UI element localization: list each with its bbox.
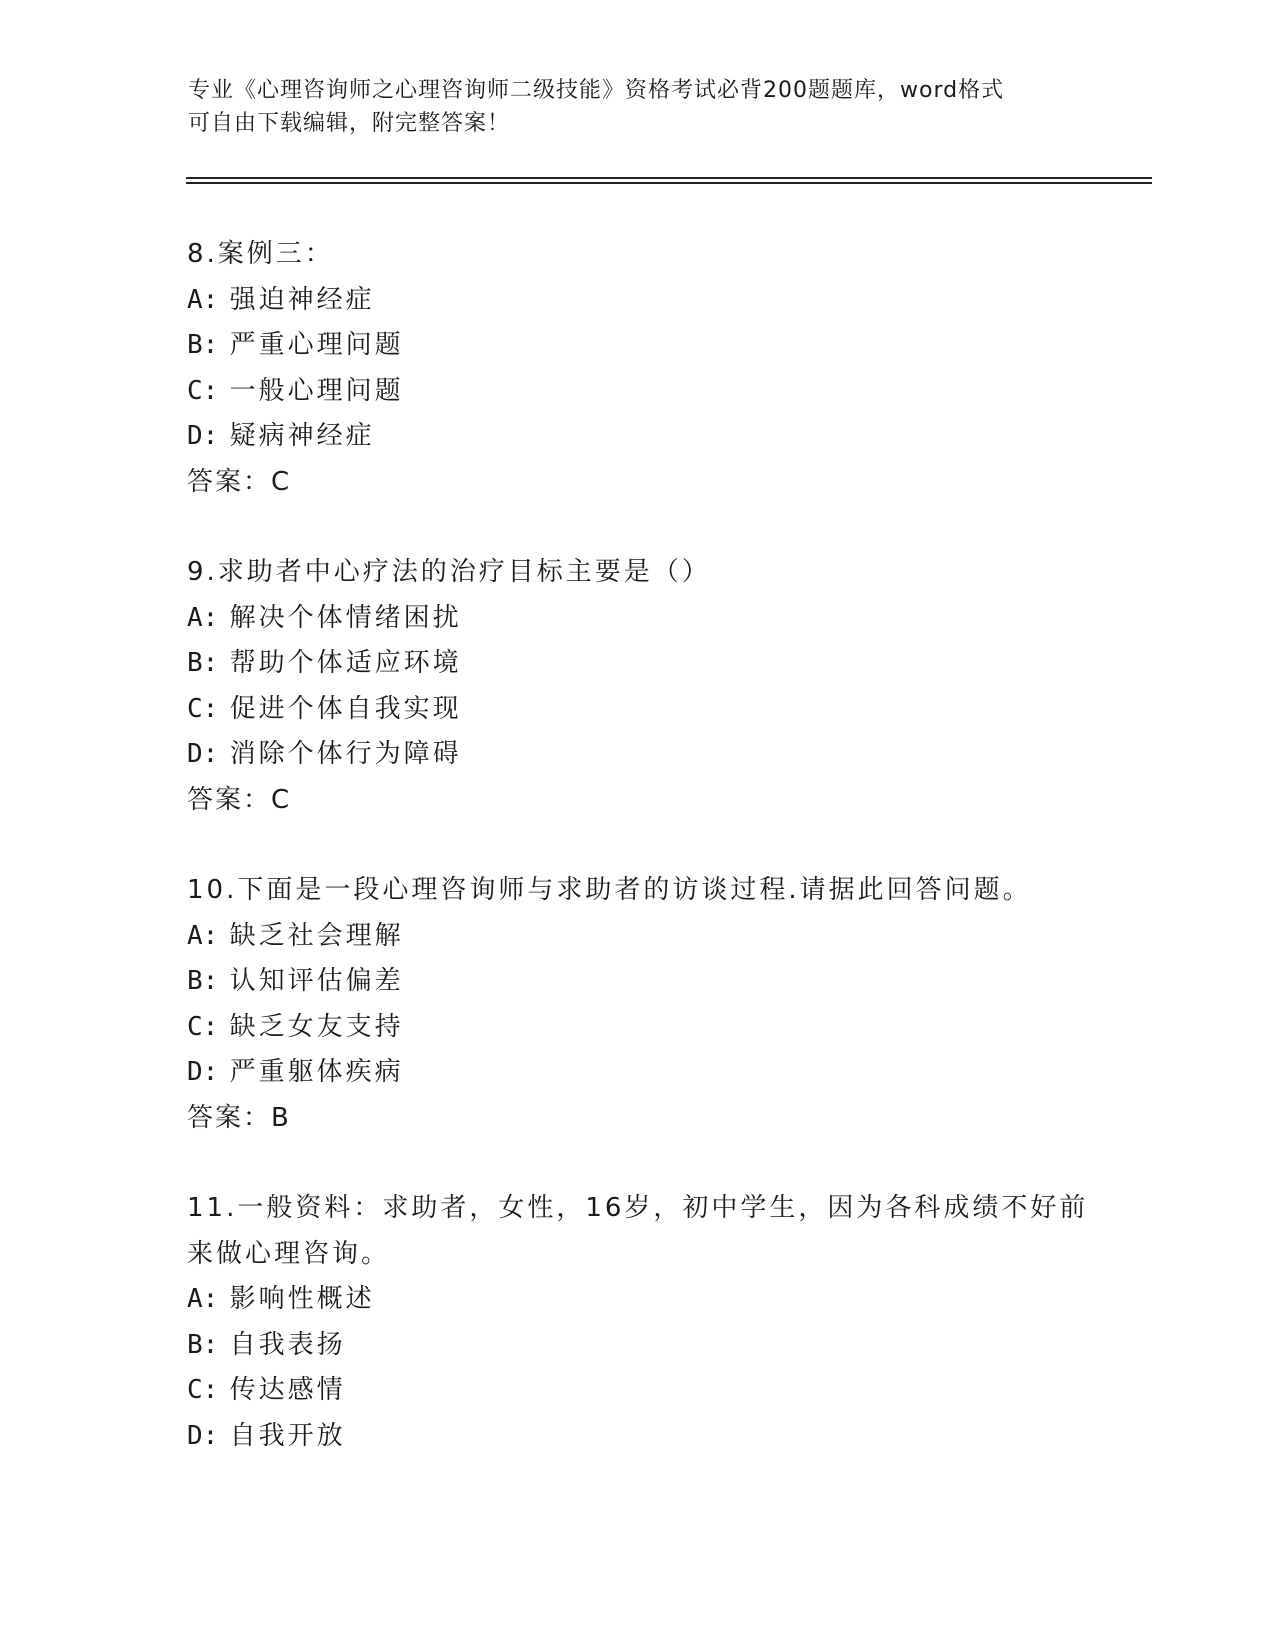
option-label: D: xyxy=(187,1057,219,1087)
question-9 xyxy=(187,550,1127,823)
question-stem-continued: 来做心理咨询。 xyxy=(187,1238,391,1269)
option-text: 自我表扬 xyxy=(229,1329,346,1360)
option-d xyxy=(187,732,1127,778)
option-label: C: xyxy=(187,1375,219,1405)
question-11 xyxy=(187,1186,1127,1459)
header-divider-top xyxy=(186,177,1152,179)
option-c xyxy=(187,1005,1127,1051)
option-a xyxy=(187,278,1127,324)
option-label: D: xyxy=(187,421,219,451)
header-line-1: 专业《心理咨询师之心理咨询师二级技能》资格考试必背200题题库，word格式 xyxy=(188,78,1005,103)
option-c xyxy=(187,369,1127,415)
question-10 xyxy=(187,868,1127,1141)
option-text: 一般心理问题 xyxy=(229,375,404,406)
option-label: D: xyxy=(187,1420,219,1451)
option-text: 传达感情 xyxy=(229,1375,346,1405)
option-label: A: xyxy=(187,284,219,315)
option-d xyxy=(187,1414,1127,1460)
answer-line: 答案：C xyxy=(187,466,292,497)
question-stem: 10.下面是一段心理咨询师与求助者的访谈过程.请据此回答问题。 xyxy=(187,875,1032,905)
question-stem: 8.案例三： xyxy=(187,239,334,269)
option-label: C: xyxy=(187,375,219,406)
option-label: A: xyxy=(187,1284,219,1314)
option-c xyxy=(187,1368,1127,1414)
answer-line: 答案：B xyxy=(187,1102,291,1133)
question-8 xyxy=(187,232,1127,505)
option-label: C: xyxy=(187,693,219,724)
option-text: 消除个体行为障碍 xyxy=(229,739,462,769)
option-label: A: xyxy=(187,602,219,633)
header-divider-bottom xyxy=(186,182,1152,184)
option-text: 缺乏女友支持 xyxy=(229,1011,404,1042)
option-b xyxy=(187,323,1127,369)
option-text: 疑病神经症 xyxy=(229,421,375,451)
answer-line: 答案：C xyxy=(187,784,292,815)
option-text: 影响性概述 xyxy=(229,1284,375,1314)
option-c xyxy=(187,687,1127,733)
option-a xyxy=(187,914,1127,960)
header-line-2: 可自由下载编辑，附完整答案！ xyxy=(188,111,511,136)
option-text: 认知评估偏差 xyxy=(229,966,404,996)
option-label: B: xyxy=(187,966,219,996)
option-d xyxy=(187,1050,1127,1096)
question-stem: 9.求助者中心疗法的治疗目标主要是（） xyxy=(187,557,711,587)
option-a xyxy=(187,596,1127,642)
option-b xyxy=(187,1323,1127,1369)
document-header xyxy=(188,74,1068,140)
option-text: 严重躯体疾病 xyxy=(229,1057,404,1087)
option-b xyxy=(187,959,1127,1005)
option-label: B: xyxy=(187,648,219,678)
option-d xyxy=(187,414,1127,460)
option-text: 帮助个体适应环境 xyxy=(229,648,462,678)
option-text: 强迫神经症 xyxy=(229,284,375,315)
option-label: D: xyxy=(187,739,219,769)
option-b xyxy=(187,641,1127,687)
option-label: A: xyxy=(187,920,219,951)
option-text: 促进个体自我实现 xyxy=(229,693,462,724)
option-label: B: xyxy=(187,330,219,360)
option-a xyxy=(187,1277,1127,1323)
option-text: 缺乏社会理解 xyxy=(229,920,404,951)
question-stem: 11.一般资料：求助者，女性，16岁，初中学生，因为各科成绩不好前 xyxy=(187,1193,1089,1223)
option-label: C: xyxy=(187,1011,219,1042)
option-text: 自我开放 xyxy=(229,1420,346,1451)
option-text: 解决个体情绪困扰 xyxy=(229,602,462,633)
option-label: B: xyxy=(187,1329,219,1360)
option-text: 严重心理问题 xyxy=(229,330,404,360)
